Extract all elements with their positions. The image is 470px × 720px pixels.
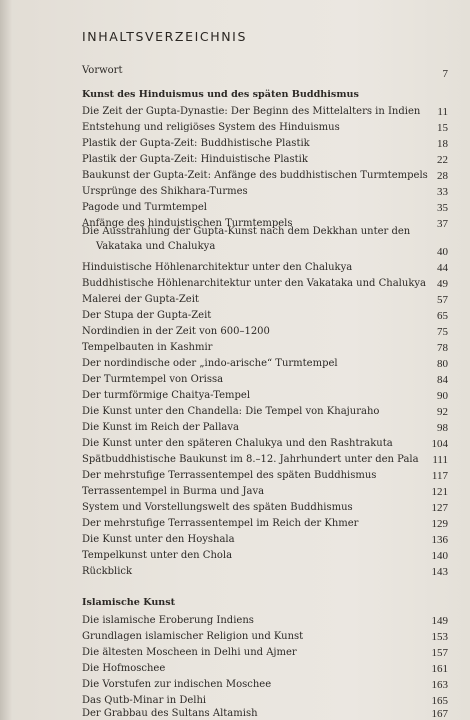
toc-entry-page: 167 bbox=[431, 708, 448, 720]
toc-entry bbox=[82, 516, 448, 532]
toc-entry-page: 104 bbox=[431, 438, 448, 450]
toc-entry-page: 78 bbox=[437, 342, 448, 354]
toc-entry bbox=[82, 224, 448, 240]
toc-entry bbox=[82, 136, 448, 152]
toc-entry bbox=[82, 452, 448, 468]
toc-entry-title: Der mehrstufige Terrassentempel des späten Buddhismus bbox=[82, 470, 377, 481]
toc-entry-title: Der mehrstufige Terrassentempel im Reich der Khmer bbox=[82, 518, 359, 529]
toc-entry bbox=[82, 564, 448, 580]
toc-entry-title: Baukunst der Gupta-Zeit: Anfänge des buddhistischen Turmtempels bbox=[82, 170, 428, 181]
toc-entry-page: 49 bbox=[437, 278, 448, 290]
toc-entry-title: Nordindien in der Zeit von 600–1200 bbox=[82, 326, 270, 337]
toc-entry bbox=[82, 484, 448, 500]
toc-entry-page: 127 bbox=[431, 502, 448, 514]
toc-entry bbox=[82, 532, 448, 548]
toc-entry-title: Die Ausstrahlung der Gupta-Kunst nach dem Dekkhan unter den bbox=[82, 226, 411, 237]
toc-entry-title: Plastik der Gupta-Zeit: Hinduistische Plastik bbox=[82, 154, 308, 165]
toc-entry-title: Die Hofmoschee bbox=[82, 663, 166, 674]
toc-entry bbox=[82, 388, 448, 404]
toc-entry-title: Hinduistische Höhlenarchitektur unter den Chalukya bbox=[82, 262, 353, 273]
toc-entry bbox=[82, 104, 448, 120]
toc-entry-page: 92 bbox=[437, 406, 448, 418]
toc-entry-title: Der turmförmige Chaitya-Tempel bbox=[82, 390, 251, 401]
toc-entry-title: Die Kunst unter den Hoyshala bbox=[82, 534, 235, 545]
toc-entry bbox=[82, 276, 448, 292]
toc-entry-title: Der Turmtempel von Orissa bbox=[82, 374, 224, 385]
toc-entry-page: 57 bbox=[437, 294, 448, 306]
toc-entry-page: 143 bbox=[431, 566, 448, 578]
toc-entry-page: 136 bbox=[431, 534, 448, 546]
toc-entry-page: 161 bbox=[431, 663, 448, 675]
toc-entry-page: 121 bbox=[431, 486, 448, 498]
toc-entry bbox=[82, 500, 448, 516]
toc-entry bbox=[82, 629, 448, 645]
toc-entry bbox=[82, 260, 448, 276]
toc-entry bbox=[82, 677, 448, 693]
toc-entry bbox=[82, 152, 448, 168]
toc-entry-title: Der nordindische oder „indo-arische“ Turmtempel bbox=[82, 358, 338, 369]
toc-entry-page: 80 bbox=[437, 358, 448, 370]
section-title: Islamische Kunst bbox=[82, 597, 176, 608]
section-heading bbox=[82, 595, 448, 611]
toc-entry-page: 98 bbox=[437, 422, 448, 434]
toc-entry bbox=[82, 372, 448, 388]
toc-entry-page: 11 bbox=[437, 106, 448, 118]
toc-entry bbox=[82, 436, 448, 452]
toc-entry-page: 117 bbox=[431, 470, 448, 482]
toc-entry-page: 163 bbox=[431, 679, 448, 691]
toc-entry bbox=[82, 468, 448, 484]
toc-entry bbox=[82, 200, 448, 216]
toc-entry-vorwort bbox=[82, 63, 448, 79]
toc-entry-continuation bbox=[82, 239, 448, 258]
toc-entry-page: 165 bbox=[431, 695, 448, 707]
toc-entry bbox=[82, 292, 448, 308]
toc-entry-page: 33 bbox=[437, 186, 448, 198]
toc-entry-page: 7 bbox=[442, 68, 448, 80]
toc-entry bbox=[82, 706, 448, 720]
toc-entry-page: 22 bbox=[437, 154, 448, 166]
page-gutter-shadow bbox=[0, 0, 12, 720]
toc-entry bbox=[82, 404, 448, 420]
toc-entry-title: Plastik der Gupta-Zeit: Buddhistische Plastik bbox=[82, 138, 310, 149]
toc-entry-page: 35 bbox=[437, 202, 448, 214]
toc-entry bbox=[82, 661, 448, 677]
toc-entry-title: Buddhistische Höhlenarchitektur unter den Vakataka und Chalukya bbox=[82, 278, 426, 289]
toc-entry-title: Tempelkunst unter den Chola bbox=[82, 550, 233, 561]
toc-entry bbox=[82, 184, 448, 200]
toc-entry-page: 140 bbox=[431, 550, 448, 562]
toc-entry-page: 111 bbox=[432, 454, 448, 466]
toc-entry-page: 18 bbox=[437, 138, 448, 150]
toc-entry-title: Rückblick bbox=[82, 566, 133, 577]
toc-entry-page: 153 bbox=[431, 631, 448, 643]
toc-entry bbox=[82, 324, 448, 340]
toc-entry-title: Vorwort bbox=[82, 65, 123, 76]
toc-entry-page: 75 bbox=[437, 326, 448, 338]
toc-entry-title: Spätbuddhistische Baukunst im 8.–12. Jahrhundert unter den Pala bbox=[82, 454, 419, 465]
toc-entry-title: Die Kunst im Reich der Pallava bbox=[82, 422, 239, 433]
toc-entry bbox=[82, 168, 448, 184]
toc-entry-page: 37 bbox=[437, 218, 448, 230]
toc-entry bbox=[82, 420, 448, 436]
toc-entry-page: 65 bbox=[437, 310, 448, 322]
toc-entry bbox=[82, 120, 448, 136]
toc-entry-page: 40 bbox=[437, 246, 448, 258]
toc-entry-title: Die Kunst unter den späteren Chalukya und den Rashtrakuta bbox=[82, 438, 393, 449]
toc-heading: INHALTSVERZEICHNIS bbox=[82, 29, 247, 44]
toc-entry-title: Tempelbauten in Kashmir bbox=[82, 342, 213, 353]
toc-entry-page: 129 bbox=[431, 518, 448, 530]
toc-entry-title-continued: Vakataka und Chalukya bbox=[96, 241, 216, 252]
toc-entry-title: Die islamische Eroberung Indiens bbox=[82, 615, 254, 626]
toc-entry-title: Entstehung und religiöses System des Hinduismus bbox=[82, 122, 340, 133]
toc-entry-title: Terrassentempel in Burma und Java bbox=[82, 486, 265, 497]
toc-entry-title: Die ältesten Moscheen in Delhi und Ajmer bbox=[82, 647, 297, 658]
toc-entry-title: Der Grabbau des Sultans Altamish bbox=[82, 708, 258, 719]
toc-entry-page: 90 bbox=[437, 390, 448, 402]
toc-entry bbox=[82, 548, 448, 564]
toc-entry-title: Grundlagen islamischer Religion und Kunst bbox=[82, 631, 304, 642]
toc-entry-page: 44 bbox=[437, 262, 448, 274]
toc-entry-page: 28 bbox=[437, 170, 448, 182]
toc-entry bbox=[82, 356, 448, 372]
toc-entry-title: Das Qutb-Minar in Delhi bbox=[82, 695, 207, 706]
toc-entry-title: Der Stupa der Gupta-Zeit bbox=[82, 310, 212, 321]
toc-entry-title: Malerei der Gupta-Zeit bbox=[82, 294, 199, 305]
toc-entry-title: Pagode und Turmtempel bbox=[82, 202, 207, 213]
toc-entry-title: Die Vorstufen zur indischen Moschee bbox=[82, 679, 272, 690]
toc-entry-title: Die Zeit der Gupta-Dynastie: Der Beginn des Mittelalters in Indien bbox=[82, 106, 421, 117]
toc-entry bbox=[82, 340, 448, 356]
toc-entry bbox=[82, 645, 448, 661]
toc-entry-page: 15 bbox=[437, 122, 448, 134]
toc-entry-title: Ursprünge des Shikhara-Turmes bbox=[82, 186, 248, 197]
toc-entry-page: 84 bbox=[437, 374, 448, 386]
toc-entry-page: 149 bbox=[431, 615, 448, 627]
toc-entry-page: 157 bbox=[431, 647, 448, 659]
toc-entry-title: Anfänge des hinduistischen Turmtempels bbox=[82, 218, 293, 229]
section-title: Kunst des Hinduismus und des späten Buddhismus bbox=[82, 89, 359, 100]
toc-entry-title: Die Kunst unter den Chandella: Die Tempel von Khajuraho bbox=[82, 406, 380, 417]
toc-entry-title: System und Vorstellungswelt des späten Buddhismus bbox=[82, 502, 353, 513]
toc-entry bbox=[82, 308, 448, 324]
toc-entry bbox=[82, 613, 448, 629]
section-heading bbox=[82, 87, 448, 103]
